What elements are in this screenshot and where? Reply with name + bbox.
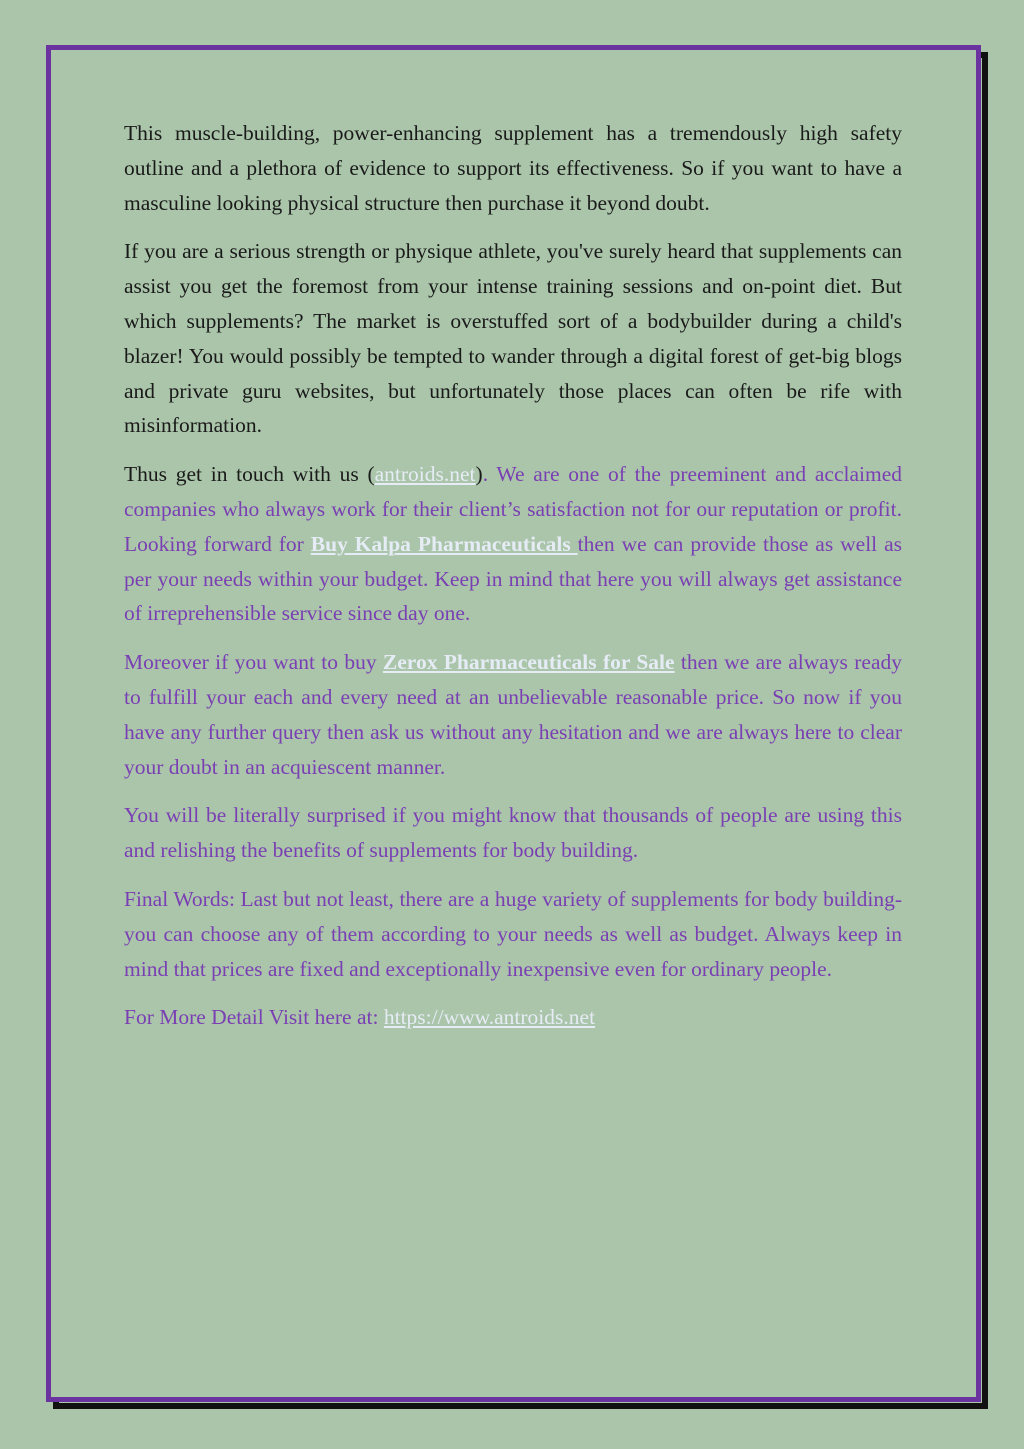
paragraph-athlete: If you are a serious strength or physique athlete, you've surely heard that supplements can assist you get the foremost from your intense training sessions and on-point diet. But which supplements? The market is overstuffed sort of a bodybuilder during a child's blazer! You would possibly be tempted to wander through a digital forest of get-big blogs and private guru websites, but unfortunately those places can often be rife with misinformation.: [124, 239, 902, 438]
contact-text: Thus get in touch with us (: [124, 462, 375, 487]
kalpa-link[interactable]: Buy Kalpa Pharmaceuticals: [310, 531, 578, 556]
paragraph-more-detail: [124, 1000, 902, 1035]
paragraph-final-words: Final Words: Last but not least, there are a huge variety of supplements for body building-you can choose any of them according to your needs as well as budget. Always keep in mind that prices are fixed and exceptionally inexpensive even for ordinary people.: [124, 886, 902, 981]
paragraph-intro: This muscle-building, power-enhancing supplement has a tremendously high safety outline and a plethora of evidence to support its effectiveness. So if you want to have a masculine looking physical structure then purchase it beyond doubt.: [124, 121, 902, 215]
more-detail-text: For More Detail Visit here at:: [124, 1005, 384, 1030]
zerox-text: Moreover if you want to buy: [124, 650, 383, 675]
website-link[interactable]: https://www.antroids.net: [383, 1005, 596, 1030]
contact-text-cont: . We are one of the preeminent and acclaimed companies who always work for their client’s satisfaction not for our reputation or profit. Looking forward for: [124, 462, 902, 556]
contact-text-end: then we can provide those as well as per your needs within your budget. Keep in mind that here you will always get assistance of irreprehensible service since day one.: [124, 531, 902, 626]
antroids-link[interactable]: antroids.net: [374, 462, 476, 487]
paragraph-surprised: You will be literally surprised if you might know that thousands of people are using this and relishing the benefits of supplements for body building.: [124, 803, 902, 863]
paragraph-contact: [124, 457, 902, 631]
contact-paren: ): [475, 462, 483, 487]
zerox-link[interactable]: Zerox Pharmaceuticals for Sale: [382, 650, 675, 675]
zerox-text-end: then we are always ready to fulfill your each and every need at an unbelievable reasonable price. So now if you have any further query then ask us without any hesitation and we are always here to clear your doubt in an acquiescent manner.: [124, 650, 903, 779]
document-body: [124, 116, 902, 1049]
paragraph-zerox: [124, 645, 902, 784]
